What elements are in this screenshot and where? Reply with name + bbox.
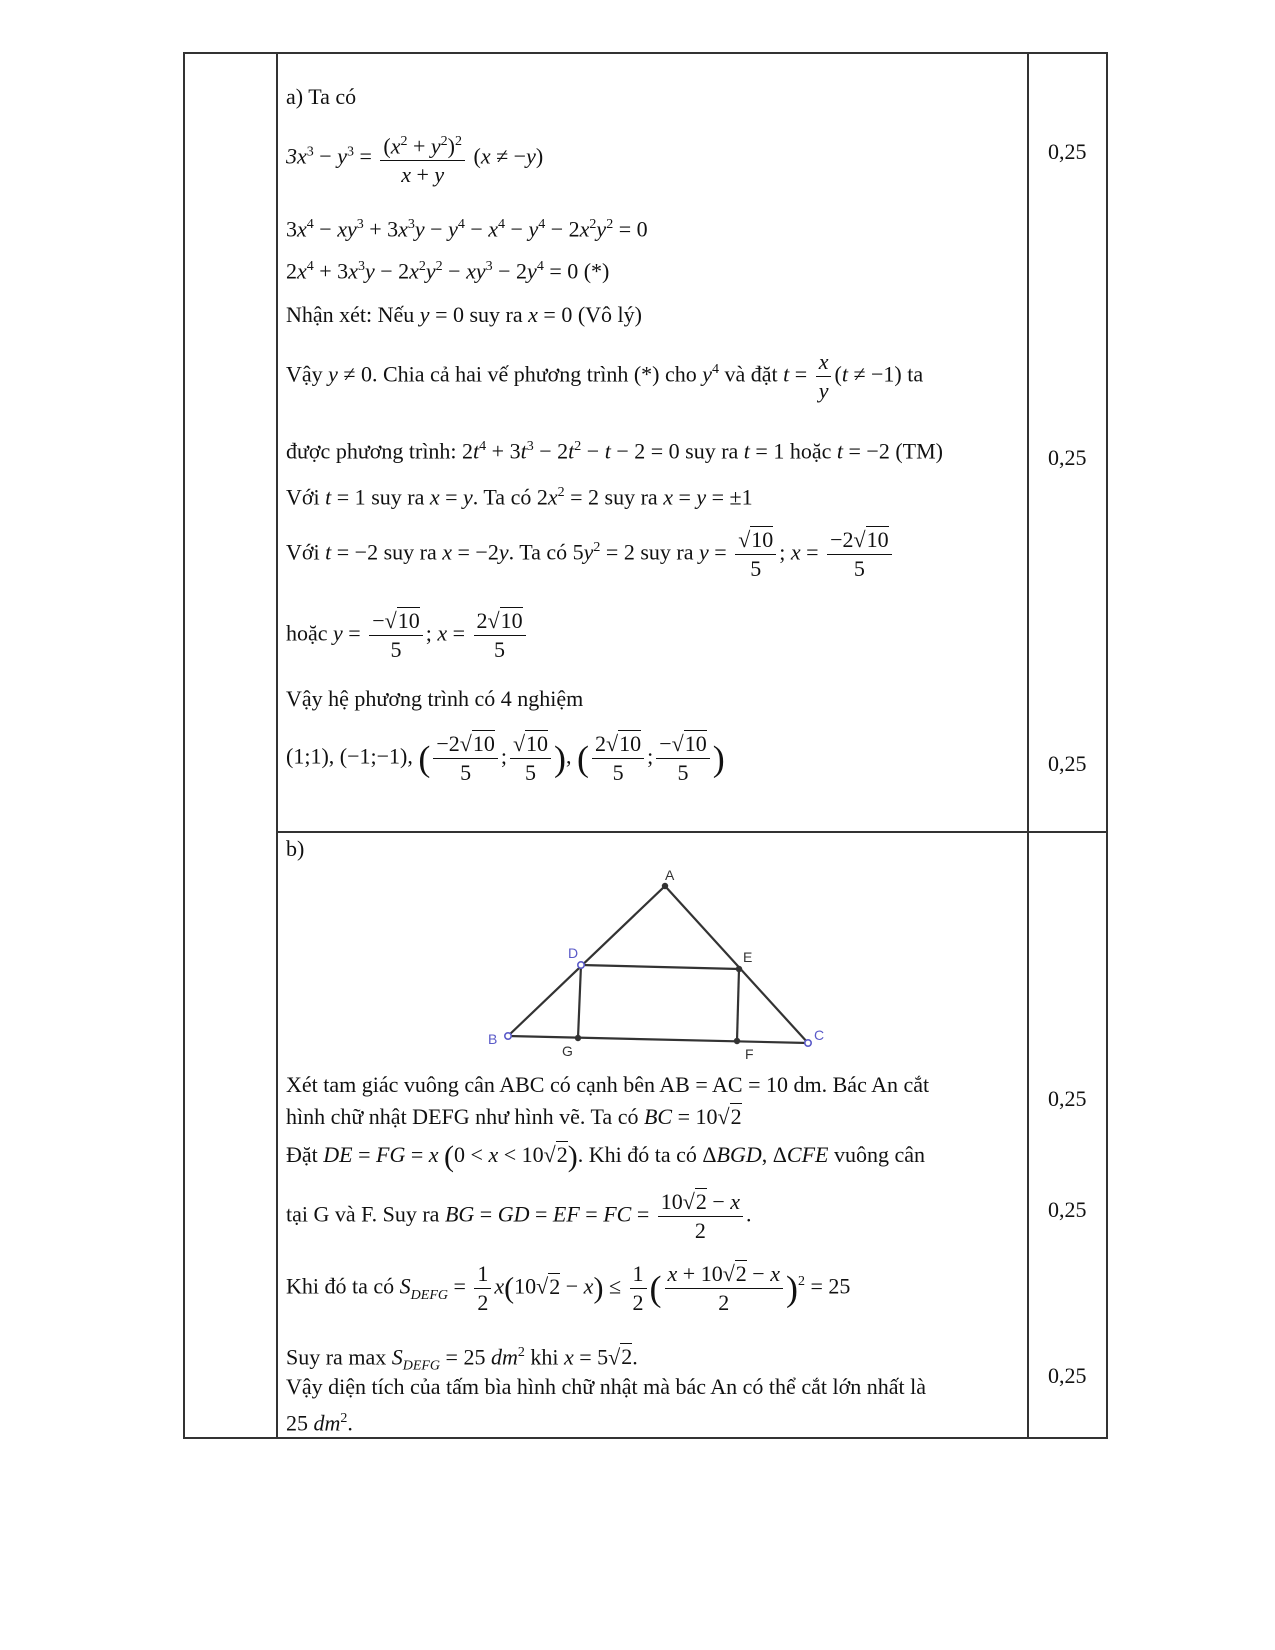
- label-f: F: [745, 1046, 754, 1062]
- case-t2-line: Với t = −2 suy ra x = −2y. Ta có $5y^2 = 2$ suy ra y = $\frac{√10}{5}$ ; x = $\frac{-2√10}{5}$: [286, 526, 895, 583]
- label-e: E: [743, 949, 753, 965]
- point-a: [662, 883, 668, 889]
- part-b-line-4: tại G và F. Suy ra BG = GD = EF = FC = $\frac{10√2 - x}{2}$ .: [286, 1189, 752, 1243]
- score-a-2: 0,25: [1048, 445, 1087, 470]
- part-b-line-3: Đặt DE = FG = x (0 < x < 10√2). Khi đó ta có ΔBGD, ΔCFE vuông cân: [286, 1139, 925, 1173]
- part-b-heading: b): [286, 836, 305, 861]
- part-a-content: [286, 80, 1021, 820]
- t-equation-line: được phương trình: $2t^4 + 3t^3 - 2t^2 - t - 2 = 0$ suy ra t = 1 hoặc t = −2 (TM): [286, 438, 943, 464]
- point-d: [578, 962, 584, 968]
- part-b-line-7: Vậy diện tích của tấm bìa hình chữ nhật mà bác An có thể cắt lớn nhất là: [286, 1374, 926, 1399]
- score-b-2: 0,25: [1048, 1197, 1087, 1222]
- label-b: B: [488, 1031, 498, 1047]
- equation-1: $3x^3 - y^3$ = $\frac{(x^2 + y^2)^2}{x + y}$ (x ≠ −y): [286, 128, 543, 189]
- table-border-left: [183, 52, 185, 1438]
- case-t2-alt-line: hoặc y = $\frac{-√10}{5}$ ; x = $\frac{2√10}{5}$: [286, 607, 529, 664]
- point-g: [575, 1035, 581, 1041]
- label-c: C: [814, 1027, 825, 1043]
- column-divider-1: [276, 52, 278, 1438]
- score-a-1: 0,25: [1048, 139, 1087, 164]
- point-c: [805, 1040, 811, 1046]
- label-g: G: [562, 1043, 573, 1059]
- point-f: [734, 1038, 740, 1044]
- column-divider-2: [1027, 52, 1029, 1438]
- part-b-line-5: Khi đó ta có $S_{DEFG}$ = $\frac{1}{2}$ x(10√2 − x) ≤ $\frac{1}{2}$ ( $\frac{x + 10√2 - x}{2}$ )$^2$ = 25: [286, 1261, 851, 1315]
- part-b-line-8: 25 $dm^2$.: [286, 1410, 353, 1436]
- point-e: [736, 966, 742, 972]
- table-border-top: [183, 52, 1108, 54]
- substitution-line: Vậy y ≠ 0. Chia cả hai vế phương trình (*) cho $y^4$ và đặt t = $\frac{x}{y}$ (t ≠ −1) ta: [286, 349, 924, 403]
- table-border-right: [1106, 52, 1108, 1438]
- score-b-3: 0,25: [1048, 1363, 1087, 1388]
- solutions-line: (1;1), (−1;−1), ( $\frac{-2√10}{5}$ ; $\frac{√10}{5}$ ), ( $\frac{2√10}{5}$ ; $\frac{-√10}{5}$ ): [286, 731, 725, 785]
- row-divider: [276, 831, 1108, 833]
- part-b-line-6: Suy ra $\max S_{DEFG} = 25$ $dm^2$ khi x = 5√2.: [286, 1344, 638, 1374]
- part-a-heading: a) Ta có: [286, 84, 357, 109]
- label-d: D: [568, 945, 579, 961]
- equation-2: $3x^4 - xy^3 + 3x^3y - y^4 - x^4 - y^4 - 2x^2y^2 = 0$: [286, 216, 648, 242]
- score-b-1: 0,25: [1048, 1086, 1087, 1111]
- conclusion-line: Vậy hệ phương trình có 4 nghiệm: [286, 686, 584, 711]
- part-b-text: [286, 1070, 1021, 1436]
- part-b-line-1: Xét tam giác vuông cân ABC có cạnh bên AB = AC = 10 dm. Bác An cắt: [286, 1072, 930, 1097]
- point-b: [505, 1033, 511, 1039]
- score-a-3: 0,25: [1048, 751, 1087, 776]
- remark-line: Nhận xét: Nếu y = 0 suy ra x = 0 (Vô lý): [286, 302, 642, 327]
- label-a: A: [665, 867, 675, 883]
- part-b-line-2: hình chữ nhật DEFG như hình vẽ. Ta có BC = 10√2: [286, 1104, 742, 1129]
- equation-3: $2x^4 + 3x^3y - 2x^2y^2 - xy^3 - 2y^4 = 0$ (*): [286, 258, 610, 284]
- case-t1-line: Với t = 1 suy ra x = y. Ta có $2x^2 = 2$ suy ra x = y = ±1: [286, 484, 753, 510]
- trapezoid-figure: [480, 860, 840, 1070]
